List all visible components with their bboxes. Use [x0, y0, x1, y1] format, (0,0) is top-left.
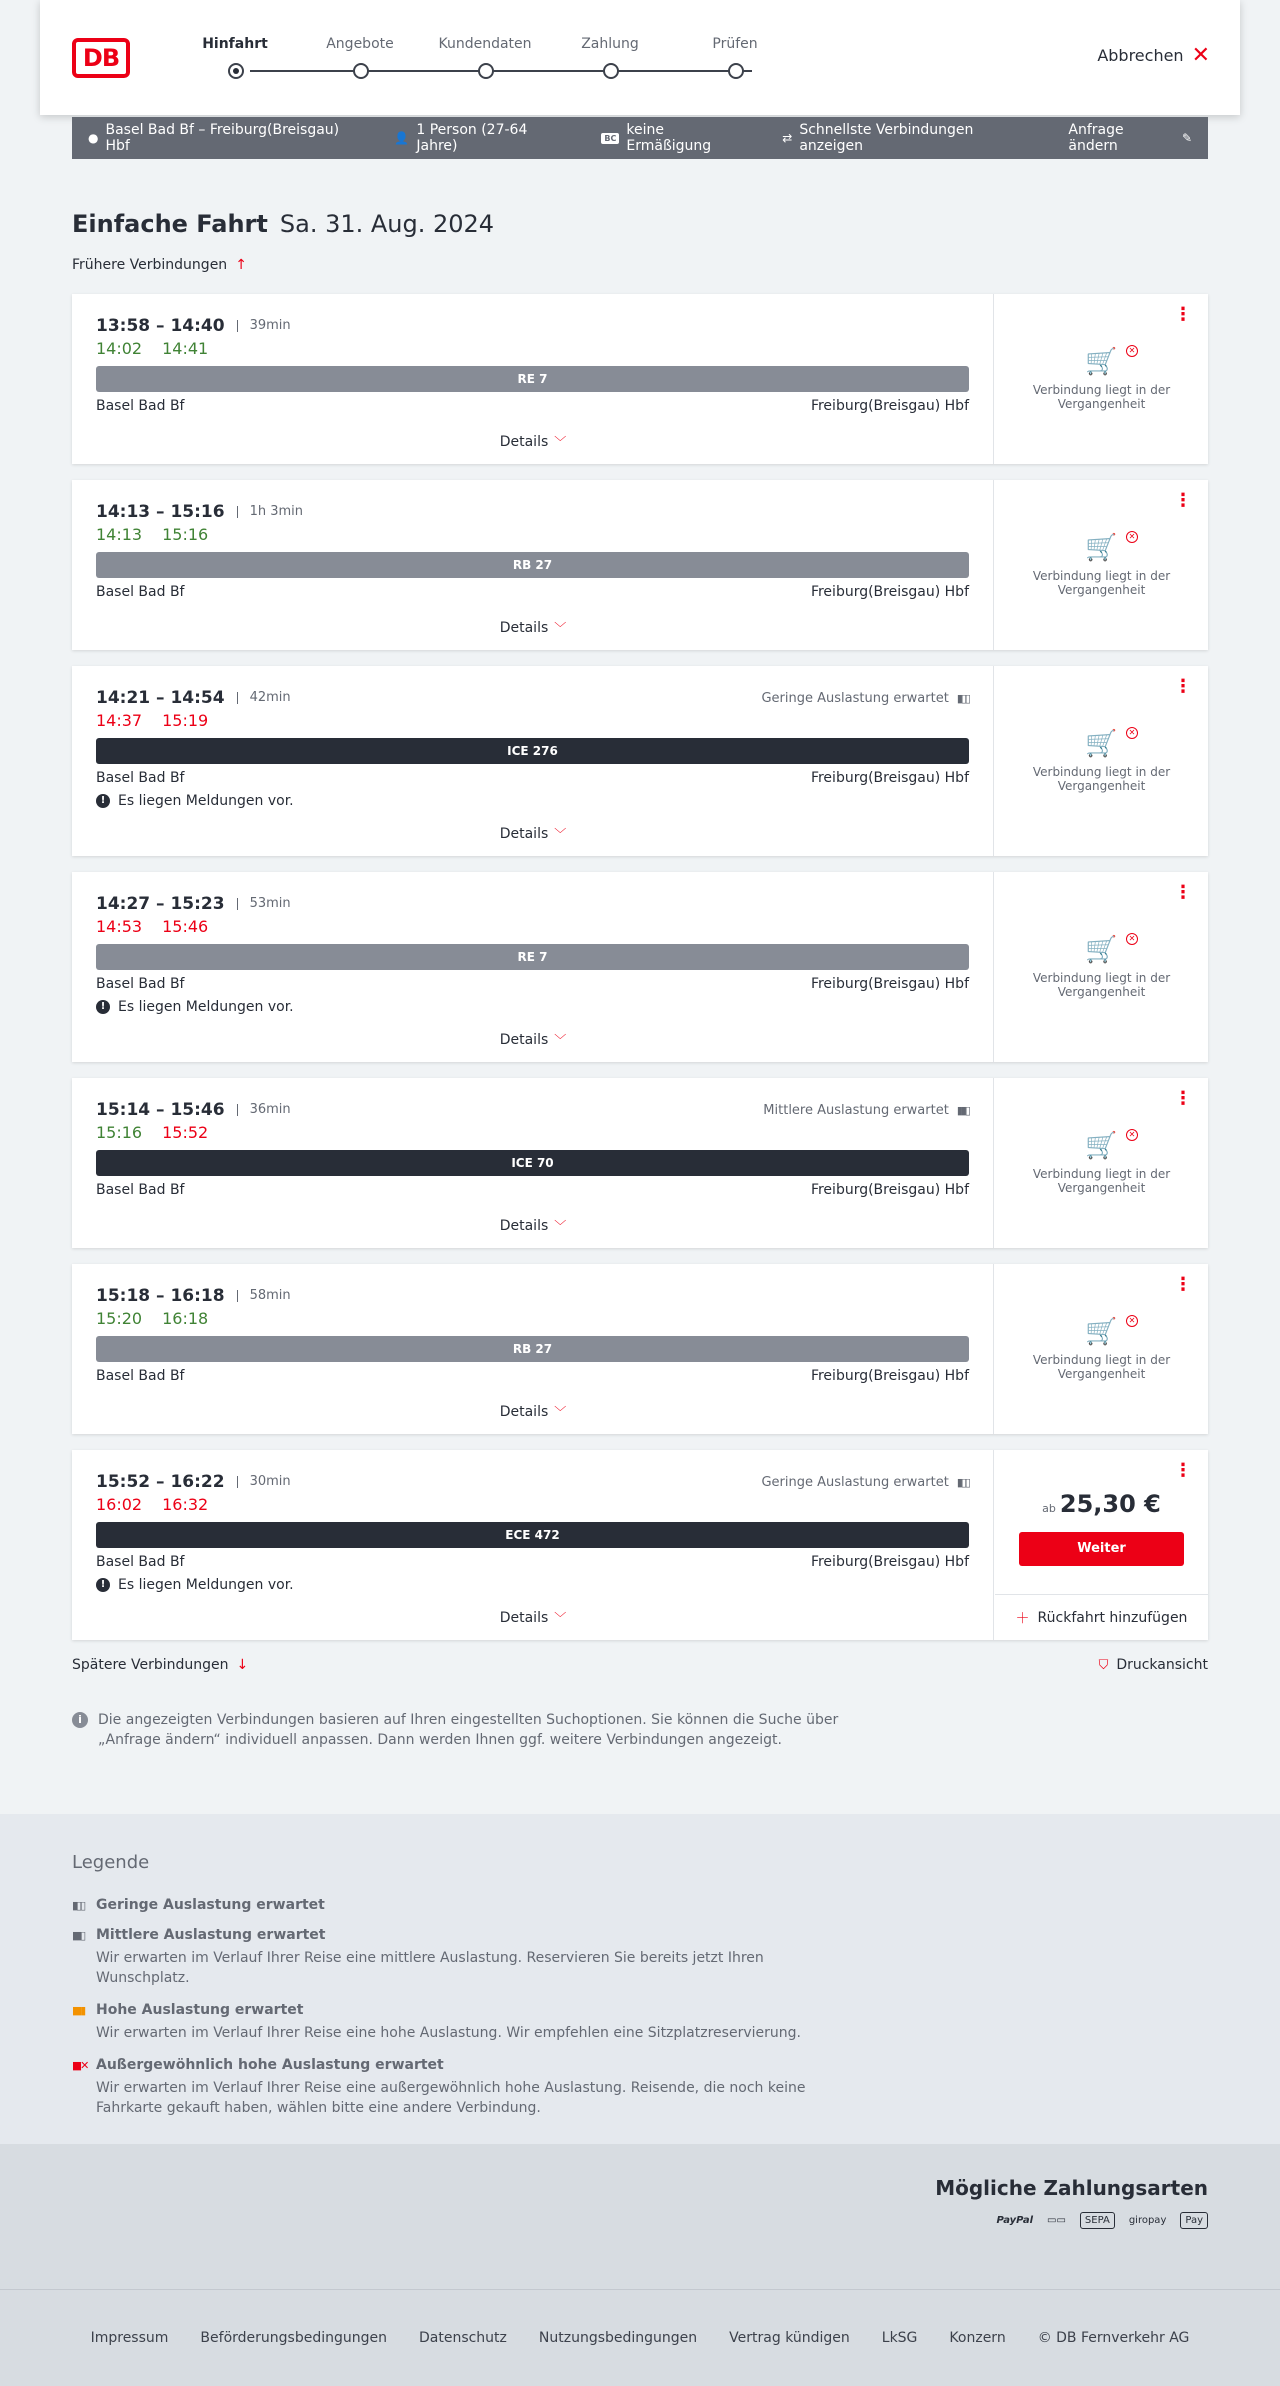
connection-card[interactable]: [72, 294, 1208, 464]
details-toggle[interactable]: [72, 825, 994, 842]
cancel-label: Abbrechen: [1097, 46, 1184, 65]
legend-item-medium: [72, 1927, 1208, 1988]
past-connection-notice: [995, 729, 1208, 793]
cart-unavailable-icon: 🛒 ✕: [1025, 935, 1178, 965]
schedule-row: [96, 1472, 969, 1492]
legend-item-title: Außergewöhnlich hohe Auslastung erwartet: [96, 2057, 444, 2073]
legend-item-title: Geringe Auslastung erwartet: [96, 1897, 325, 1913]
page-header: [40, 0, 1240, 115]
close-icon: ✕: [1191, 42, 1210, 68]
step-label: Hinfahrt: [202, 36, 268, 52]
offer-panel: [995, 294, 1208, 464]
route-info: [88, 122, 362, 154]
passenger-info: [394, 122, 569, 154]
details-label: Details: [499, 1218, 549, 1234]
step-dot: [728, 63, 744, 79]
notice-text: Es liegen Meldungen vor.: [118, 1577, 294, 1593]
duration: 42min: [237, 692, 291, 704]
passengers-text: 1 Person (27-64 Jahre): [416, 122, 528, 154]
legend-item-title: Hohe Auslastung erwartet: [96, 2002, 304, 2018]
train-bar[interactable]: ECE 472: [96, 1522, 969, 1548]
stations-row: [96, 1182, 969, 1198]
step-pruefen: [680, 34, 790, 54]
price-value: 25,30 €: [1059, 1490, 1161, 1518]
stations-row: [96, 398, 969, 414]
giropay-icon: giropay: [1128, 2215, 1167, 2226]
notice-text: Es liegen Meldungen vor.: [118, 999, 294, 1015]
page-title: [72, 210, 494, 238]
details-label: Details: [499, 1610, 549, 1626]
continue-button[interactable]: Weiter: [1019, 1532, 1184, 1566]
details-label: Details: [499, 1032, 549, 1048]
notice-row: [96, 999, 969, 1015]
duration: 30min: [237, 1476, 291, 1488]
scheduled-times: 15:18 – 16:18: [96, 1286, 225, 1306]
occupancy-icon: ▮▯▯: [956, 1475, 969, 1489]
past-connection-notice: [995, 1317, 1208, 1381]
departure-station: Basel Bad Bf: [96, 1368, 185, 1384]
footer-link-vertrag-kuendigen[interactable]: Vertrag kündigen: [729, 2330, 850, 2346]
realtime-arrival: 16:32: [162, 1495, 209, 1514]
realtime-departure: 16:02: [96, 1495, 143, 1514]
schedule-row: [96, 316, 969, 336]
sepa-icon: SEPA: [1080, 2212, 1115, 2229]
more-options-icon[interactable]: ⋮: [1174, 304, 1192, 325]
schedule-row: [96, 1100, 969, 1120]
discount-info: [601, 122, 750, 154]
printer-icon: ⛉: [1098, 1657, 1109, 1673]
add-return-trip-button[interactable]: [995, 1594, 1208, 1640]
arrival-station: Freiburg(Breisgau) Hbf: [810, 1554, 969, 1570]
scheduled-times: 15:52 – 16:22: [96, 1472, 225, 1492]
stations-row: [96, 584, 969, 600]
details-label: Details: [499, 1404, 549, 1420]
occupancy-info: [763, 1103, 969, 1118]
departure-station: Basel Bad Bf: [96, 398, 185, 414]
details-label: Details: [499, 434, 549, 450]
cart-unavailable-icon: 🛒 ✕: [1025, 347, 1178, 377]
bahncard-icon: BC: [601, 133, 619, 144]
offer-panel: [995, 666, 1208, 856]
cart-unavailable-icon: 🛒 ✕: [1025, 1131, 1178, 1161]
schedule-row: [96, 688, 969, 708]
footer-link-lksg[interactable]: LkSG: [881, 2330, 918, 2346]
duration: 58min: [237, 1290, 291, 1302]
past-connection-notice: [995, 347, 1208, 411]
cancel-button[interactable]: [1097, 42, 1210, 68]
realtime-row: [96, 1495, 969, 1517]
schedule-row: [96, 1286, 969, 1306]
details-toggle[interactable]: [72, 1403, 994, 1420]
legend-section: [0, 1814, 1280, 2144]
arrow-down-icon: ↓: [236, 1657, 249, 1673]
chevron-down-icon: ﹀: [554, 621, 567, 635]
train-bar[interactable]: RE 7: [96, 366, 969, 392]
offer-panel: [995, 1264, 1208, 1434]
train-bar[interactable]: RB 27: [96, 552, 969, 578]
details-toggle[interactable]: [72, 619, 994, 636]
payment-title: Mögliche Zahlungsarten: [935, 2176, 1208, 2200]
cart-unavailable-icon: 🛒 ✕: [1025, 729, 1178, 759]
legend-item-title: Mittlere Auslastung erwartet: [96, 1927, 326, 1943]
connection-card[interactable]: [72, 1264, 1208, 1434]
duration: 36min: [237, 1104, 291, 1116]
applepay-label: Pay: [1185, 2215, 1203, 2226]
swap-arrows-icon: ⇄: [782, 131, 793, 145]
pencil-icon: ✎: [1181, 131, 1192, 145]
chevron-down-icon: ﹀: [554, 1405, 567, 1419]
details-toggle[interactable]: [72, 1031, 994, 1048]
offer-panel: [995, 872, 1208, 1062]
payment-section: [0, 2144, 1280, 2289]
earlier-connections-link[interactable]: [72, 257, 247, 273]
price-prefix: ab: [1042, 1502, 1056, 1515]
stations-row: [96, 976, 969, 992]
schedule-row: [96, 502, 969, 522]
arrival-station: Freiburg(Breisgau) Hbf: [810, 1182, 969, 1198]
notice-row: [96, 1577, 969, 1593]
scheduled-times: 14:27 – 15:23: [96, 894, 225, 914]
schedule-row: [96, 894, 969, 914]
realtime-departure: 14:37: [96, 711, 143, 730]
scheduled-times: 14:21 – 14:54: [96, 688, 225, 708]
realtime-arrival: 14:41: [162, 339, 209, 358]
realtime-departure: 15:20: [96, 1309, 143, 1328]
location-pin-icon: ●: [88, 131, 99, 145]
occupancy-icon: ▮▮▯: [956, 1103, 969, 1117]
info-text: Die angezeigten Verbindungen basieren auf Ihren eingestellten Suchoptionen. Sie können die Suche über „Anfrage ändern“ individuell anpassen. Dann werden Ihnen ggf. weitere Verbindungen angezeigt.: [98, 1712, 839, 1748]
step-label: Kundendaten: [438, 36, 532, 52]
db-logo[interactable]: DB: [72, 38, 130, 78]
legend-item-desc: Wir erwarten im Verlauf Ihrer Reise eine außergewöhnlich hohe Auslastung. Reisende, die noch keine Fahrkarte gekauft haben, wählen bitte eine andere Verbindung.: [96, 2080, 806, 2116]
legend-item-desc: Wir erwarten im Verlauf Ihrer Reise eine mittlere Auslastung. Reservieren Sie bereits jetzt Ihren Wunschplatz.: [96, 1950, 764, 1986]
past-text: Verbindung liegt in der Vergangenheit: [1032, 971, 1171, 999]
past-connection-notice: [995, 1131, 1208, 1195]
footer-link-befoerderungsbedingungen[interactable]: Beförderungsbedingungen: [200, 2330, 387, 2346]
footer-link-konzern[interactable]: Konzern: [949, 2330, 1006, 2346]
realtime-row: [96, 339, 969, 361]
step-kundendaten: [430, 34, 540, 54]
connection-card[interactable]: [72, 480, 1208, 650]
chevron-down-icon: ﹀: [554, 435, 567, 449]
details-toggle[interactable]: [72, 1609, 994, 1626]
train-bar[interactable]: ICE 276: [96, 738, 969, 764]
more-options-icon[interactable]: ⋮: [1174, 676, 1192, 697]
realtime-departure: 14:53: [96, 917, 143, 936]
train-bar[interactable]: RB 27: [96, 1336, 969, 1362]
departure-station: Basel Bad Bf: [96, 584, 185, 600]
connection-card[interactable]: [72, 1450, 1208, 1640]
footer: [0, 2289, 1280, 2386]
scheduled-times: 13:58 – 14:40: [96, 316, 225, 336]
occupancy-info: [761, 1475, 969, 1490]
duration: 39min: [237, 320, 291, 332]
connection-card[interactable]: [72, 1078, 1208, 1248]
footer-link-impressum[interactable]: Impressum: [90, 2330, 169, 2346]
departure-station: Basel Bad Bf: [96, 1182, 185, 1198]
change-request-label: Anfrage ändern: [1068, 122, 1124, 154]
legend-item-low: [72, 1897, 1208, 1913]
legend-item-desc: Wir erwarten im Verlauf Ihrer Reise eine hohe Auslastung. Wir empfehlen eine Sitzplatzreservierung.: [96, 2025, 801, 2041]
step-zahlung: [555, 34, 665, 54]
realtime-row: [96, 525, 969, 547]
stations-row: [96, 1554, 969, 1570]
load-extreme-icon: ▮▮✕: [72, 2058, 88, 2072]
later-label: Spätere Verbindungen: [72, 1657, 229, 1673]
offer-panel: [995, 1078, 1208, 1248]
stations-row: [96, 770, 969, 786]
step-dot: [353, 63, 369, 79]
arrival-station: Freiburg(Breisgau) Hbf: [810, 1368, 969, 1384]
cart-unavailable-icon: 🛒 ✕: [1025, 533, 1178, 563]
duration: 1h 3min: [237, 506, 303, 518]
connection-card[interactable]: [72, 872, 1208, 1062]
more-options-icon[interactable]: ⋮: [1174, 882, 1192, 903]
realtime-arrival: 16:18: [162, 1309, 209, 1328]
details-label: Details: [499, 826, 549, 842]
scheduled-times: 14:13 – 15:16: [96, 502, 225, 522]
discount-text: keine Ermäßigung: [626, 122, 712, 154]
departure-station: Basel Bad Bf: [96, 976, 185, 992]
arrival-station: Freiburg(Breisgau) Hbf: [810, 398, 969, 414]
connection-card[interactable]: [72, 666, 1208, 856]
option-text: Schnellste Verbindungen anzeigen: [799, 122, 974, 154]
train-bar[interactable]: ICE 70: [96, 1150, 969, 1176]
progress-line: [250, 70, 752, 72]
realtime-departure: 14:02: [96, 339, 143, 358]
details-label: Details: [499, 620, 549, 636]
arrival-station: Freiburg(Breisgau) Hbf: [810, 770, 969, 786]
past-connection-notice: [995, 533, 1208, 597]
info-notice: [72, 1710, 852, 1750]
details-toggle[interactable]: [72, 433, 994, 450]
alert-icon: !: [96, 1578, 110, 1592]
payment-icons: [997, 2212, 1209, 2229]
occupancy-text: Geringe Auslastung erwartet: [761, 690, 949, 706]
more-options-icon[interactable]: ⋮: [1174, 1460, 1192, 1481]
creditcard-icon: ▭▭: [1047, 2215, 1066, 2226]
step-dot: [478, 63, 494, 79]
progress-steps: [180, 34, 758, 84]
duration: 53min: [237, 898, 291, 910]
past-text: Verbindung liegt in der Vergangenheit: [1032, 1167, 1171, 1195]
past-text: Verbindung liegt in der Vergangenheit: [1032, 1353, 1171, 1381]
realtime-arrival: 15:52: [162, 1123, 209, 1142]
load-medium-icon: ▮▮▯: [72, 1928, 85, 1942]
step-dot: [228, 63, 244, 79]
scheduled-times: 15:14 – 15:46: [96, 1100, 225, 1120]
price: [995, 1490, 1208, 1518]
step-angebote: [305, 34, 415, 54]
chevron-down-icon: ﹀: [554, 827, 567, 841]
past-connection-notice: [995, 935, 1208, 999]
more-options-icon[interactable]: ⋮: [1174, 1088, 1192, 1109]
load-high-icon: ▮▮▮: [72, 2003, 85, 2017]
legend-item-high: [72, 2002, 1208, 2043]
step-label: Angebote: [326, 36, 394, 52]
alert-icon: !: [96, 1000, 110, 1014]
applepay-icon: [1180, 2212, 1208, 2229]
later-connections-link[interactable]: [72, 1657, 248, 1673]
train-bar[interactable]: RE 7: [96, 944, 969, 970]
realtime-arrival: 15:46: [162, 917, 209, 936]
alert-icon: !: [96, 794, 110, 808]
earlier-label: Frühere Verbindungen: [72, 257, 228, 273]
departure-station: Basel Bad Bf: [96, 770, 185, 786]
footer-link-datenschutz[interactable]: Datenschutz: [418, 2330, 507, 2346]
occupancy-text: Geringe Auslastung erwartet: [761, 1474, 949, 1490]
past-text: Verbindung liegt in der Vergangenheit: [1032, 569, 1171, 597]
offer-panel: [995, 480, 1208, 650]
more-options-icon[interactable]: ⋮: [1174, 1274, 1192, 1295]
footer-link-nutzungsbedingungen[interactable]: Nutzungsbedingungen: [538, 2330, 698, 2346]
change-request-button[interactable]: [1068, 122, 1192, 154]
paypal-icon: PayPal: [996, 2215, 1034, 2226]
person-icon: 👤: [394, 131, 410, 145]
chevron-down-icon: ﹀: [554, 1219, 567, 1233]
info-icon: i: [72, 1712, 88, 1728]
footer-copyright: © DB Fernverkehr AG: [1037, 2330, 1190, 2346]
arrow-up-icon: ↑: [235, 257, 247, 273]
realtime-row: [96, 917, 969, 939]
chevron-down-icon: ﹀: [554, 1611, 567, 1625]
trip-date: Sa. 31. Aug. 2024: [279, 210, 495, 238]
step-dot: [603, 63, 619, 79]
arrival-station: Freiburg(Breisgau) Hbf: [810, 584, 969, 600]
occupancy-icon: ▮▯▯: [956, 691, 969, 705]
cart-unavailable-icon: 🛒 ✕: [1025, 1317, 1178, 1347]
search-summary-bar: [72, 117, 1208, 159]
past-text: Verbindung liegt in der Vergangenheit: [1032, 383, 1171, 411]
realtime-row: [96, 711, 969, 733]
departure-station: Basel Bad Bf: [96, 1554, 185, 1570]
add-return-label: Rückfahrt hinzufügen: [1037, 1609, 1188, 1626]
step-label: Prüfen: [712, 36, 758, 52]
occupancy-text: Mittlere Auslastung erwartet: [763, 1102, 949, 1118]
print-label: Druckansicht: [1116, 1657, 1208, 1673]
route-text: Basel Bad Bf – Freiburg(Breisgau) Hbf: [105, 122, 340, 154]
plus-icon: ＋: [1015, 1610, 1030, 1627]
more-options-icon[interactable]: ⋮: [1174, 490, 1192, 511]
step-hinfahrt: [180, 34, 290, 54]
legend-title: Legende: [72, 1852, 150, 1873]
offer-panel: [995, 1450, 1208, 1640]
realtime-arrival: 15:19: [162, 711, 209, 730]
legend-item-extreme: [72, 2057, 1208, 2118]
details-toggle[interactable]: [72, 1217, 994, 1234]
step-label: Zahlung: [581, 36, 639, 52]
arrival-station: Freiburg(Breisgau) Hbf: [810, 976, 969, 992]
realtime-departure: 15:16: [96, 1123, 143, 1142]
realtime-departure: 14:13: [96, 525, 143, 544]
load-low-icon: ▮▯▯: [72, 1898, 85, 1912]
print-view-link[interactable]: [1099, 1657, 1208, 1673]
realtime-row: [96, 1123, 969, 1145]
stations-row: [96, 1368, 969, 1384]
realtime-row: [96, 1309, 969, 1331]
notice-text: Es liegen Meldungen vor.: [118, 793, 294, 809]
chevron-down-icon: ﹀: [554, 1033, 567, 1047]
past-text: Verbindung liegt in der Vergangenheit: [1032, 765, 1171, 793]
realtime-arrival: 15:16: [162, 525, 209, 544]
occupancy-info: [761, 691, 969, 706]
notice-row: [96, 793, 969, 809]
option-info: [782, 122, 1036, 154]
trip-type: Einfache Fahrt: [72, 210, 268, 238]
